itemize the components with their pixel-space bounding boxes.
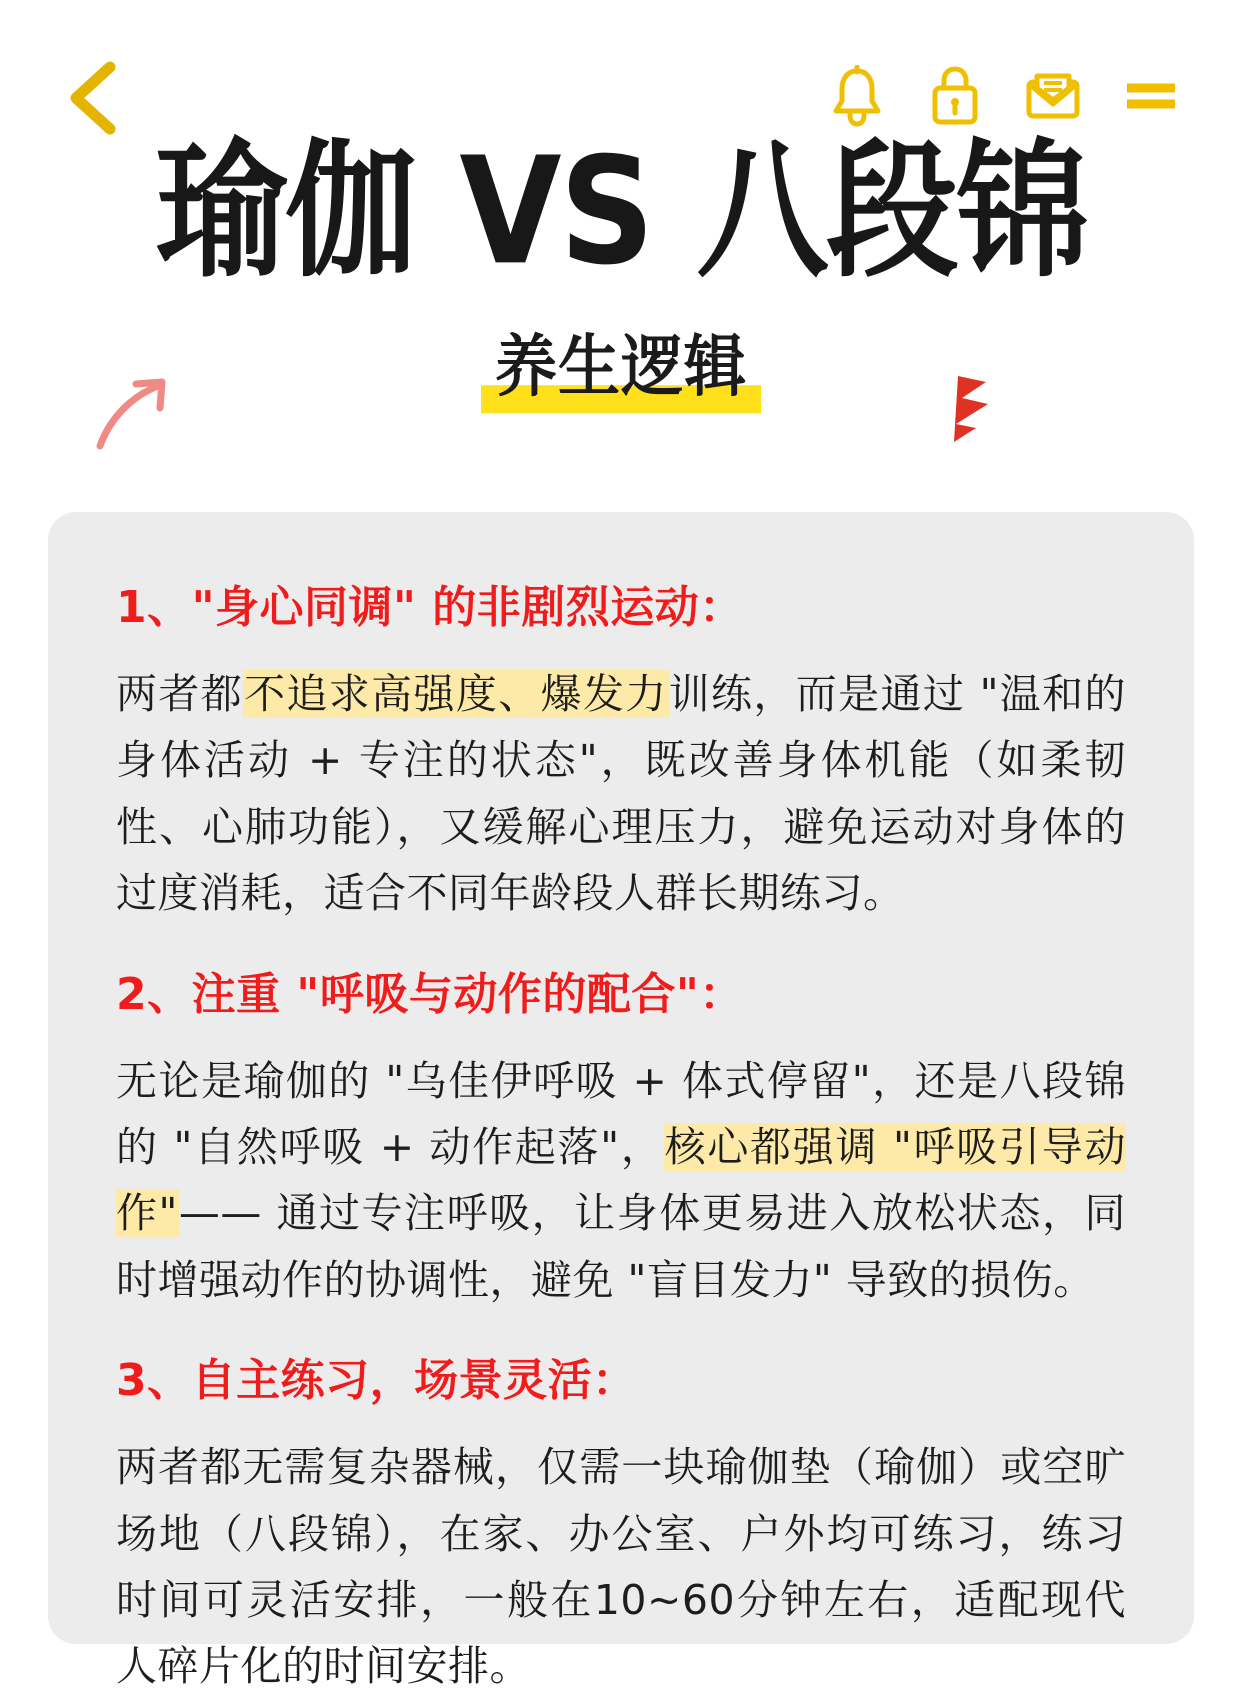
bell-icon xyxy=(829,65,885,127)
chevron-left-icon xyxy=(62,59,124,137)
notification-button[interactable] xyxy=(826,62,888,130)
lock-icon xyxy=(928,65,982,127)
section-1-body-post: 训练，而是通过 "温和的身体活动 + 专注的状态"，既改善身体机能（如柔韧性、心肺功能），又缓解心理压力，避免运动对身体的过度消耗，适合不同年龄段人群长期练习。 xyxy=(116,670,1127,918)
section-1-body xyxy=(116,661,1126,927)
section-2-highlight: 核心都强调 "呼吸引导动作" xyxy=(116,1123,1126,1238)
section-1-body-pre: 两者都 xyxy=(116,670,244,718)
section-2-heading: 2、注重 "呼吸与动作的配合"： xyxy=(116,968,744,1020)
section-1-heading: 1、"身心同调" 的非剧烈运动： xyxy=(116,582,744,633)
menu-icon xyxy=(1123,76,1179,116)
content-card xyxy=(48,512,1194,1691)
section-1-highlight: 不追求高强度、爆发力 xyxy=(244,670,668,718)
section-2-body xyxy=(116,1048,1126,1314)
subtitle-text: 养生逻辑 xyxy=(494,326,747,406)
menu-button[interactable] xyxy=(1120,62,1182,130)
section-3-body-pre: 两者都无需复杂器械，仅需一块瑜伽垫（瑜伽）或空旷场地（八段锦），在家、办公室、户外均可练习，练习时间可灵活安排，一般在10~60分钟左右，适配现代人碎片化的时间安排。 xyxy=(116,1443,1126,1691)
section-3-body xyxy=(116,1434,1126,1700)
section-3-heading: 3、自主练习，场景灵活： xyxy=(116,1355,637,1407)
page-subtitle xyxy=(481,326,761,409)
mail-button[interactable] xyxy=(1022,62,1084,130)
spark-marks-icon xyxy=(946,372,1016,444)
subtitle-row xyxy=(0,326,1242,406)
section-2-body-post: —— 通过专注呼吸，让身体更易进入放松状态，同时增强动作的协调性，避免 "盲目发力" 导致的损伤。 xyxy=(116,1189,1127,1304)
title-block xyxy=(0,125,1242,406)
curved-arrow-icon xyxy=(92,372,178,452)
mail-icon xyxy=(1023,66,1083,126)
page-title: 瑜伽 VS 八段锦 xyxy=(155,125,1087,299)
header-icon-group xyxy=(826,62,1182,130)
lock-button[interactable] xyxy=(924,62,986,130)
section-2-body-pre: 无论是瑜伽的 "乌佳伊呼吸 + 体式停留"，还是八段锦的 "自然呼吸 + 动作起落"， xyxy=(116,1056,1126,1172)
back-button[interactable] xyxy=(58,58,128,138)
